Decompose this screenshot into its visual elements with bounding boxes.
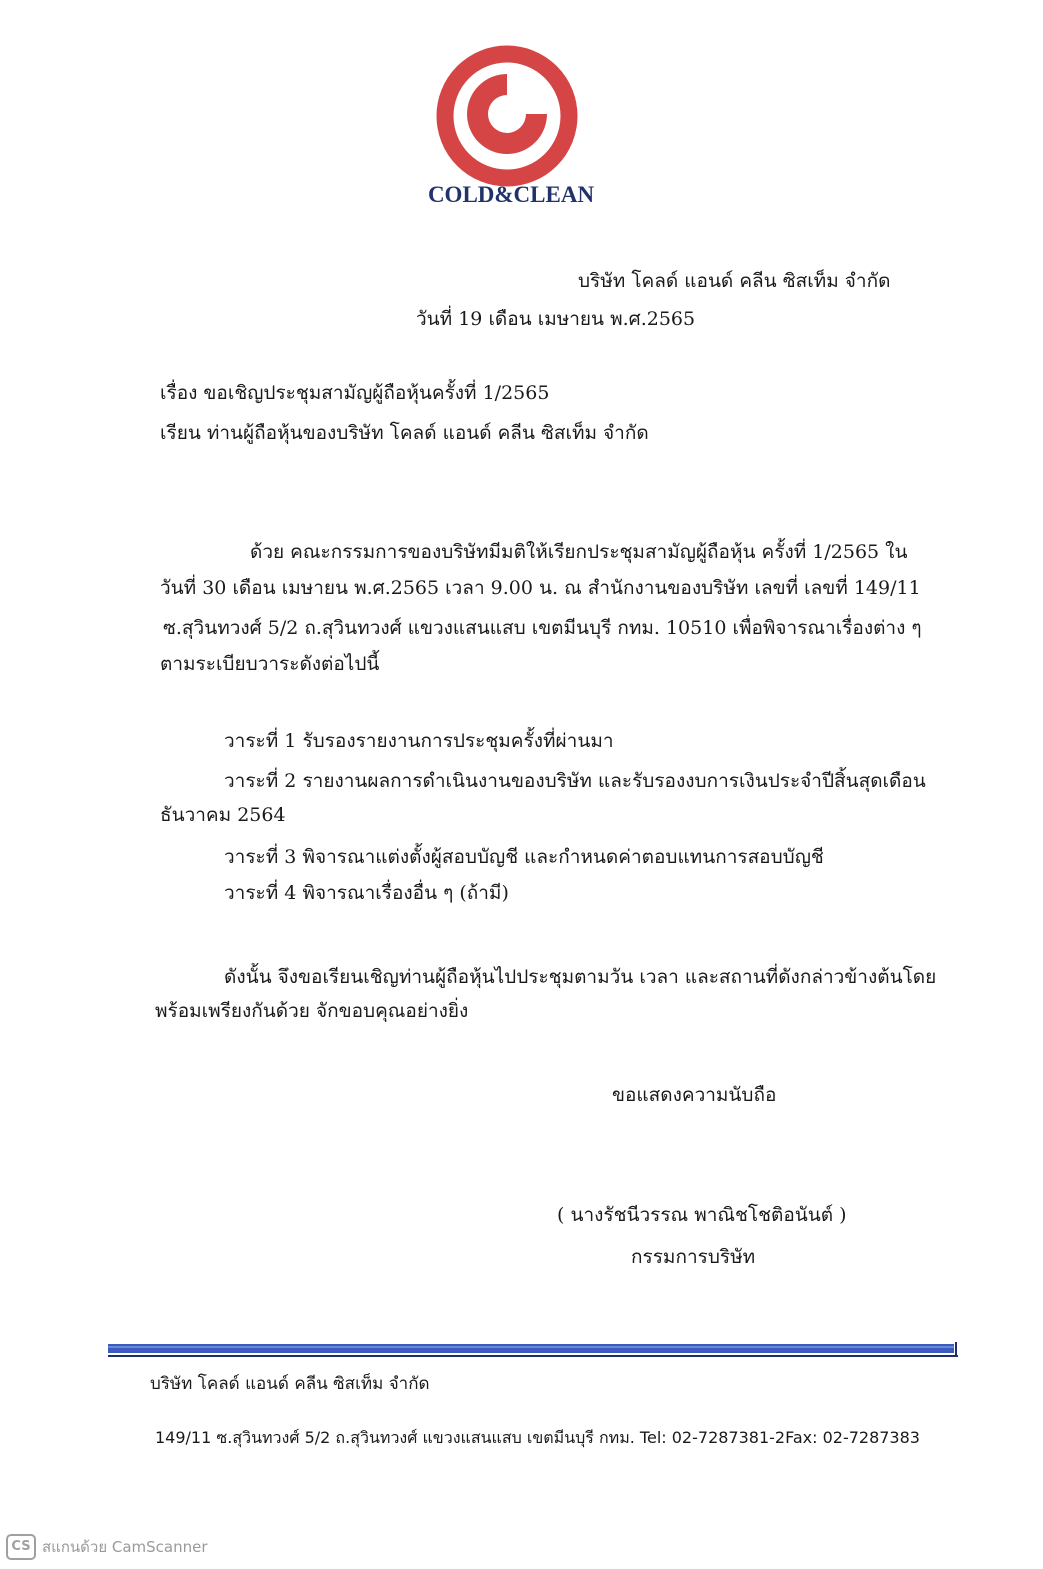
body-line: ด้วย คณะกรรมการของบริษัทมีมติให้เรียกประชุมสามัญผู้ถือหุ้น ครั้งที่ 1/2565 ใน bbox=[250, 541, 908, 563]
closing-line: พร้อมเพรียงกันด้วย จักขอบคุณอย่างยิ่ง bbox=[155, 1000, 469, 1022]
letter-subject: เรื่อง ขอเชิญประชุมสามัญผู้ถือหุ้นครั้งที่ 1/2565 bbox=[160, 382, 550, 404]
agenda-item-2-continued: ธันวาคม 2564 bbox=[160, 804, 286, 826]
camscanner-icon: CS bbox=[6, 1534, 36, 1560]
agenda-item-2: วาระที่ 2 รายงานผลการดำเนินงานของบริษัท และรับรองงบการเงินประจำปีสิ้นสุดเดือน bbox=[224, 770, 926, 792]
regards: ขอแสดงความนับถือ bbox=[612, 1084, 777, 1106]
closing-line: ดังนั้น จึงขอเรียนเชิญท่านผู้ถือหุ้นไปประชุมตามวัน เวลา และสถานที่ดังกล่าวข้างต้นโดย bbox=[224, 966, 937, 988]
agenda-item-4: วาระที่ 4 พิจารณาเรื่องอื่น ๆ (ถ้ามี) bbox=[224, 882, 509, 904]
letter-date: วันที่ 19 เดือน เมษายน พ.ศ.2565 bbox=[416, 308, 696, 330]
company-name: บริษัท โคลด์ แอนด์ คลีน ซิสเท็ม จำกัด bbox=[578, 270, 891, 292]
body-line: ซ.สุวินทวงศ์ 5/2 ถ.สุวินทวงศ์ แขวงแสนแสบ เขตมีนบุรี กทม. 10510 เพื่อพิจารณาเรื่องต่าง ๆ bbox=[163, 617, 922, 639]
cold-and-clean-logo-icon bbox=[434, 44, 580, 194]
watermark-text: สแกนด้วย CamScanner bbox=[42, 1538, 208, 1556]
signer-title: กรรมการบริษัท bbox=[631, 1246, 756, 1268]
logo-wordmark: COLD&CLEAN bbox=[427, 182, 595, 207]
agenda-item-1: วาระที่ 1 รับรองรายงานการประชุมครั้งที่ผ่านมา bbox=[224, 730, 614, 752]
footer-address: 149/11 ซ.สุวินทวงศ์ 5/2 ถ.สุวินทวงศ์ แขวงแสนแสบ เขตมีนบุรี กทม. Tel: 02-7287381-2Fax: 02-7287383 bbox=[155, 1428, 920, 1447]
body-line: วันที่ 30 เดือน เมษายน พ.ศ.2565 เวลา 9.00 น. ณ สำนักงานของบริษัท เลขที่ เลขที่ 149/11 bbox=[160, 577, 921, 599]
body-line: ตามระเบียบวาระดังต่อไปนี้ bbox=[160, 653, 380, 675]
footer-company: บริษัท โคลด์ แอนด์ คลีน ซิสเท็ม จำกัด bbox=[150, 1374, 430, 1394]
camscanner-watermark bbox=[6, 1534, 208, 1560]
footer-divider bbox=[108, 1340, 958, 1360]
agenda-item-3: วาระที่ 3 พิจารณาแต่งตั้งผู้สอบบัญชี และกำหนดค่าตอบแทนการสอบบัญชี bbox=[224, 846, 824, 868]
signer-name: ( นางรัชนีวรรณ พาณิชโชติอนันต์ ) bbox=[557, 1204, 847, 1226]
letter-recipient: เรียน ท่านผู้ถือหุ้นของบริษัท โคลด์ แอนด์ คลีน ซิสเท็ม จำกัด bbox=[160, 422, 649, 444]
